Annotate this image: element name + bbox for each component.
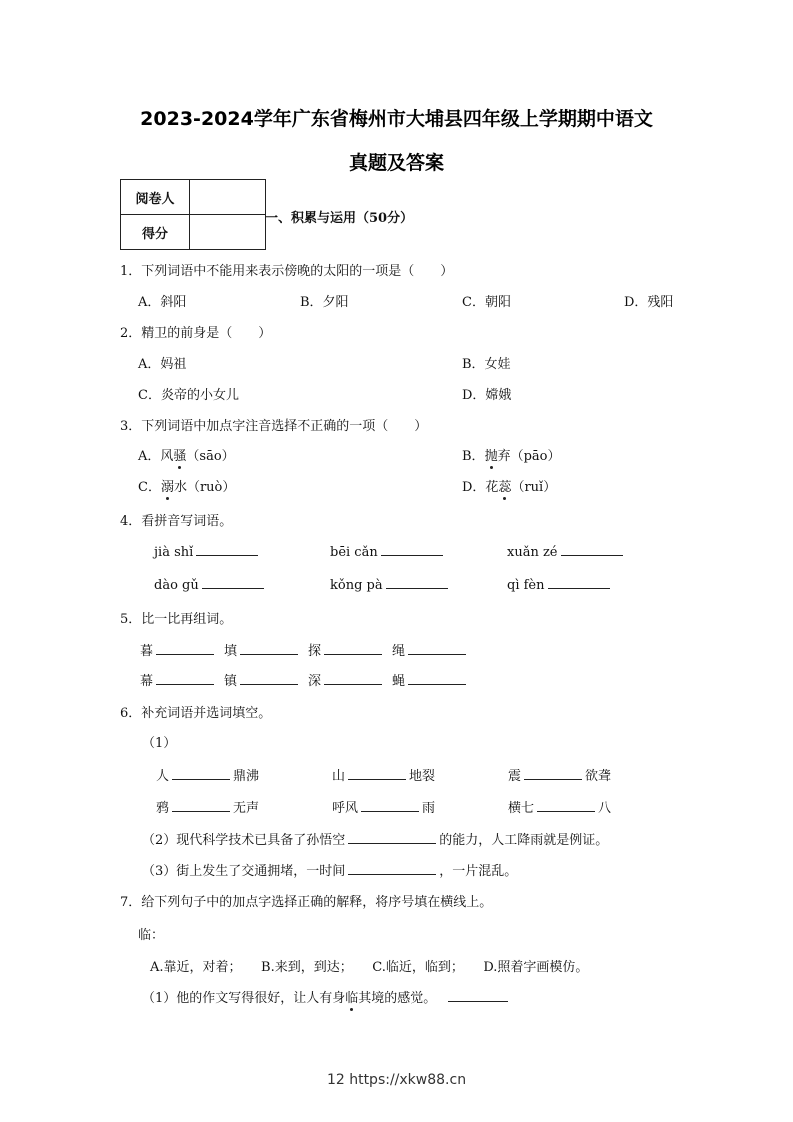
answer-blank[interactable] xyxy=(408,672,466,685)
q3-option-d xyxy=(462,476,556,495)
score-table xyxy=(120,179,266,250)
idiom-suffix: 无声 xyxy=(233,801,260,816)
q5-char: 填 xyxy=(224,644,238,659)
q3-d-post: （ruǐ） xyxy=(511,480,557,495)
q7-s1-pre: （1）他的作文写得很好，让人有身 xyxy=(142,991,346,1006)
q5-char: 幕 xyxy=(140,674,154,689)
answer-blank[interactable] xyxy=(172,799,230,812)
page-title-line2: 真题及答案 xyxy=(348,152,444,174)
answer-blank[interactable] xyxy=(324,672,382,685)
q5-char: 探 xyxy=(308,644,322,659)
q5-row-1 xyxy=(140,640,469,659)
pinyin-item-6 xyxy=(507,576,613,593)
idiom-prefix: 山 xyxy=(332,769,346,784)
q7-s1-post: 其境的感觉。 xyxy=(358,991,437,1006)
q5-char: 蝇 xyxy=(392,674,406,689)
idiom-prefix: 横七 xyxy=(508,801,535,816)
q2-option-a: A．妈祖 xyxy=(138,357,187,372)
answer-blank[interactable] xyxy=(448,989,508,1002)
q6-s2-pre: （2）现代科学技术已具备了孙悟空 xyxy=(142,833,346,848)
reviewer-label: 阅卷人 xyxy=(121,180,190,215)
answer-blank[interactable] xyxy=(172,767,230,780)
q6-s2-post: 的能力，人工降雨就是例证。 xyxy=(439,833,609,848)
q7-char: 临： xyxy=(138,928,165,943)
q3-a-pre: A．风 xyxy=(138,449,174,464)
idiom-4 xyxy=(156,797,259,816)
answer-blank[interactable] xyxy=(348,767,406,780)
q3-d-dotted-char: 蕊 xyxy=(498,476,511,495)
idiom-suffix: 欲聋 xyxy=(585,769,612,784)
q3-c-pre: C． xyxy=(138,480,161,495)
q3-option-c xyxy=(138,476,235,495)
answer-blank[interactable] xyxy=(561,543,623,556)
q6-s3-pre: （3）街上发生了交通拥堵，一时间 xyxy=(142,864,346,879)
idiom-suffix: 地裂 xyxy=(409,769,436,784)
q5-char: 深 xyxy=(308,674,322,689)
idiom-2 xyxy=(332,765,435,784)
question-3: 3．下列词语中加点字注音选择不正确的一项（ ） xyxy=(120,419,428,434)
q5-char: 暮 xyxy=(140,644,154,659)
q3-a-post: （sāo） xyxy=(186,449,235,464)
q2-option-b: B．女娃 xyxy=(462,357,511,372)
answer-blank[interactable] xyxy=(348,831,436,844)
pinyin-2: bēi cǎn xyxy=(330,545,378,560)
q5-row-2 xyxy=(140,670,469,689)
idiom-prefix: 人 xyxy=(156,769,170,784)
answer-blank[interactable] xyxy=(548,576,610,589)
question-1: 1．下列词语中不能用来表示傍晚的太阳的一项是（ ） xyxy=(120,264,454,279)
idiom-prefix: 震 xyxy=(508,769,522,784)
page-footer: 12 https://xkw88.cn xyxy=(326,1072,467,1088)
pinyin-item-3 xyxy=(507,543,626,560)
q6-sub-1: （1） xyxy=(142,736,177,751)
score-label: 得分 xyxy=(121,215,190,250)
pinyin-5: kǒng pà xyxy=(330,578,383,593)
pinyin-4: dào gǔ xyxy=(154,578,199,593)
answer-blank[interactable] xyxy=(156,642,214,655)
q7-sub-1 xyxy=(142,987,511,1006)
page-title: 2023-2024学年广东省梅州市大埔县四年级上学期期中语文 xyxy=(140,108,653,130)
answer-blank[interactable] xyxy=(361,799,419,812)
idiom-suffix: 鼎沸 xyxy=(233,769,260,784)
answer-blank[interactable] xyxy=(408,642,466,655)
idiom-suffix: 雨 xyxy=(422,801,436,816)
answer-blank[interactable] xyxy=(348,862,436,875)
pinyin-item-1 xyxy=(154,543,261,560)
q5-char: 绳 xyxy=(392,644,406,659)
q3-option-b xyxy=(462,445,560,464)
idiom-6 xyxy=(508,797,611,816)
q6-sub-3 xyxy=(142,860,517,879)
idiom-prefix: 呼风 xyxy=(332,801,359,816)
q1-option-b: B．夕阳 xyxy=(300,295,349,310)
pinyin-item-2 xyxy=(330,543,446,560)
pinyin-item-4 xyxy=(154,576,267,593)
idiom-prefix: 鸦 xyxy=(156,801,170,816)
q2-option-d: D．嫦娥 xyxy=(462,388,512,403)
q3-c-dotted-char: 溺 xyxy=(161,476,174,495)
q2-option-c: C．炎帝的小女儿 xyxy=(138,388,239,403)
pinyin-6: qì fèn xyxy=(507,578,545,593)
question-2: 2．精卫的前身是（ ） xyxy=(120,326,272,341)
q1-option-c: C．朝阳 xyxy=(462,295,511,310)
answer-blank[interactable] xyxy=(381,543,443,556)
idiom-1 xyxy=(156,765,259,784)
answer-blank[interactable] xyxy=(240,642,298,655)
answer-blank[interactable] xyxy=(240,672,298,685)
q3-b-pre: B． xyxy=(462,449,485,464)
q1-option-d: D．残阳 xyxy=(624,295,674,310)
answer-blank[interactable] xyxy=(156,672,214,685)
q7-options: A.靠近，对着； B.来到，到达； C.临近，临到； D.照着字画模仿。 xyxy=(150,960,589,975)
q3-c-post: 水（ruò） xyxy=(173,480,236,495)
question-5: 5．比一比再组词。 xyxy=(120,612,233,627)
pinyin-3: xuǎn zé xyxy=(507,545,558,560)
answer-blank[interactable] xyxy=(386,576,448,589)
answer-blank[interactable] xyxy=(524,767,582,780)
q3-a-dotted-char: 骚 xyxy=(173,445,186,464)
idiom-suffix: 八 xyxy=(598,801,612,816)
question-7: 7．给下列句子中的加点字选择正确的解释，将序号填在横线上。 xyxy=(120,895,493,910)
q3-b-dotted-char: 抛 xyxy=(485,445,498,464)
q1-option-a: A．斜阳 xyxy=(138,295,187,310)
answer-blank[interactable] xyxy=(324,642,382,655)
pinyin-1: jià shǐ xyxy=(154,545,194,560)
answer-blank[interactable] xyxy=(202,576,264,589)
pinyin-item-5 xyxy=(330,576,451,593)
section-heading: 一、积累与运用（50分） xyxy=(265,211,414,226)
question-6: 6．补充词语并选词填空。 xyxy=(120,706,272,721)
q3-d-pre: D．花 xyxy=(462,480,499,495)
q5-char: 镇 xyxy=(224,674,238,689)
score-cell xyxy=(190,215,266,250)
q6-sub-2 xyxy=(142,829,608,848)
idiom-3 xyxy=(508,765,611,784)
q3-option-a xyxy=(138,445,235,464)
reviewer-cell xyxy=(190,180,266,215)
q7-dotted-char: 临 xyxy=(345,987,358,1006)
question-4: 4．看拼音写词语。 xyxy=(120,514,233,529)
answer-blank[interactable] xyxy=(537,799,595,812)
answer-blank[interactable] xyxy=(196,543,258,556)
q6-s3-post: ，一片混乱。 xyxy=(439,864,518,879)
idiom-5 xyxy=(332,797,435,816)
q3-b-post: 弃（pāo） xyxy=(497,449,561,464)
